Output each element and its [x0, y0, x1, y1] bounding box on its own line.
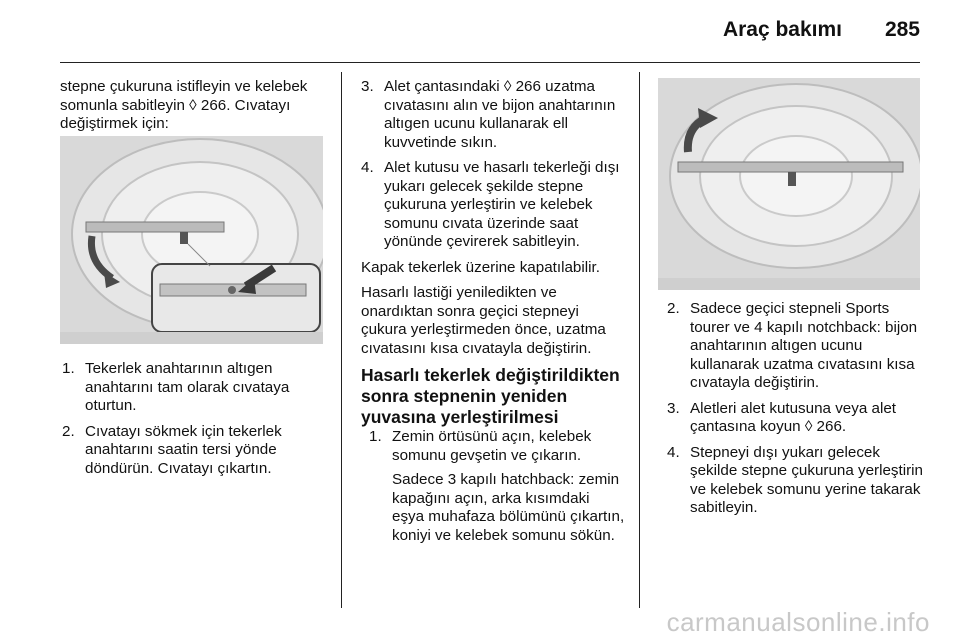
list-item: [667, 444, 927, 518]
step-number: 1.: [62, 360, 75, 377]
left-steps: [62, 360, 330, 485]
list-item: [62, 360, 330, 416]
step-number: 2.: [667, 300, 680, 317]
step-text: Stepneyi dışı yukarı gelecek şekilde stepne çukuruna yerleştirin ve kelebek somunu yerine takarak sabitleyin.: [690, 443, 923, 516]
step-text: Zemin örtüsünü açın, kelebek somunu gevşetin ve çıkarın.: [392, 428, 592, 464]
step-text: Tekerlek anahtarının altıgen anahtarını tam olarak cıvataya oturtun.: [85, 360, 290, 414]
list-item: [667, 400, 927, 437]
step-text: Sadece geçici stepneli Sports tourer ve 4 kapılı notchback: bijon anahtarının altıgen ucunu kullanarak uzatma cıvatasını kısa cıvatayla değiştirin.: [690, 300, 918, 391]
step-number: 4.: [361, 159, 374, 176]
left-column: [60, 78, 328, 141]
paragraph: Kapak tekerlek üzerine kapatılabilir.: [361, 258, 600, 276]
step-subtext: Sadece 3 kapılı hatchback: zemin kapağını açın, arka kısımdaki eşya muhafaza bölümünü çıkartın, koniyi ve kelebek somunu sökün.: [392, 471, 625, 544]
page-header: [60, 0, 920, 63]
step-text: Cıvatayı sökmek için tekerlek anahtarını saatin tersi yönde döndürün. Cıvatayı çıkartın.: [85, 422, 282, 477]
list-item: [667, 300, 927, 393]
list-item: [369, 428, 625, 545]
step-number: 3.: [361, 78, 374, 95]
figure-spare-wheel-bolt: [60, 136, 323, 344]
step-number: 4.: [667, 443, 680, 461]
page-title: Araç bakımı: [722, 18, 842, 41]
list-item: [62, 423, 330, 479]
step-number: 1.: [369, 428, 382, 445]
spare-wheel-illustration: [60, 136, 323, 344]
figure-spare-wheel-stowed: [658, 78, 920, 290]
page-number: 285: [884, 18, 920, 41]
stowed-wheel-illustration: [658, 78, 920, 290]
section-heading: Hasarlı tekerlek değiştirildikten sonra stepnenin yeniden yuvasına yerleştirilmesi: [361, 365, 620, 427]
list-item: [361, 78, 625, 152]
list-item: [361, 159, 625, 252]
column-divider: [639, 72, 640, 608]
step-number: 3.: [667, 399, 680, 417]
left-intro-text: stepne çukuruna istifleyin ve kelebek somunla sabitleyin ◊ 266. Cıvatayı değiştirmek için:: [60, 78, 308, 132]
paragraph: Hasarlı lastiği yeniledikten ve onardıktan sonra geçici stepneyi çukura yerleştirmeden önce, uzatma cıvatasını kısa cıvatayla değiştirin.: [361, 284, 606, 357]
middle-column: [361, 78, 625, 552]
right-steps: [667, 300, 927, 525]
step-text: Alet kutusu ve hasarlı tekerleği dışı yukarı gelecek şekilde stepne çukuruna yerleştirin ve kelebek somunu cıvata üzerinde saat yönünde çevirerek sabitleyin.: [384, 159, 620, 250]
step-number: 2.: [62, 422, 75, 440]
step-text: Aletleri alet kutusuna veya alet çantasına koyun ◊ 266.: [690, 399, 896, 435]
column-divider: [341, 72, 342, 608]
step-text: Alet çantasındaki ◊ 266 uzatma cıvatasını alın ve bijon anahtarının altıgen ucunu kullanarak ell kuvvetinde sıkın.: [384, 78, 616, 151]
watermark: carmanualsonline.info: [666, 607, 930, 637]
